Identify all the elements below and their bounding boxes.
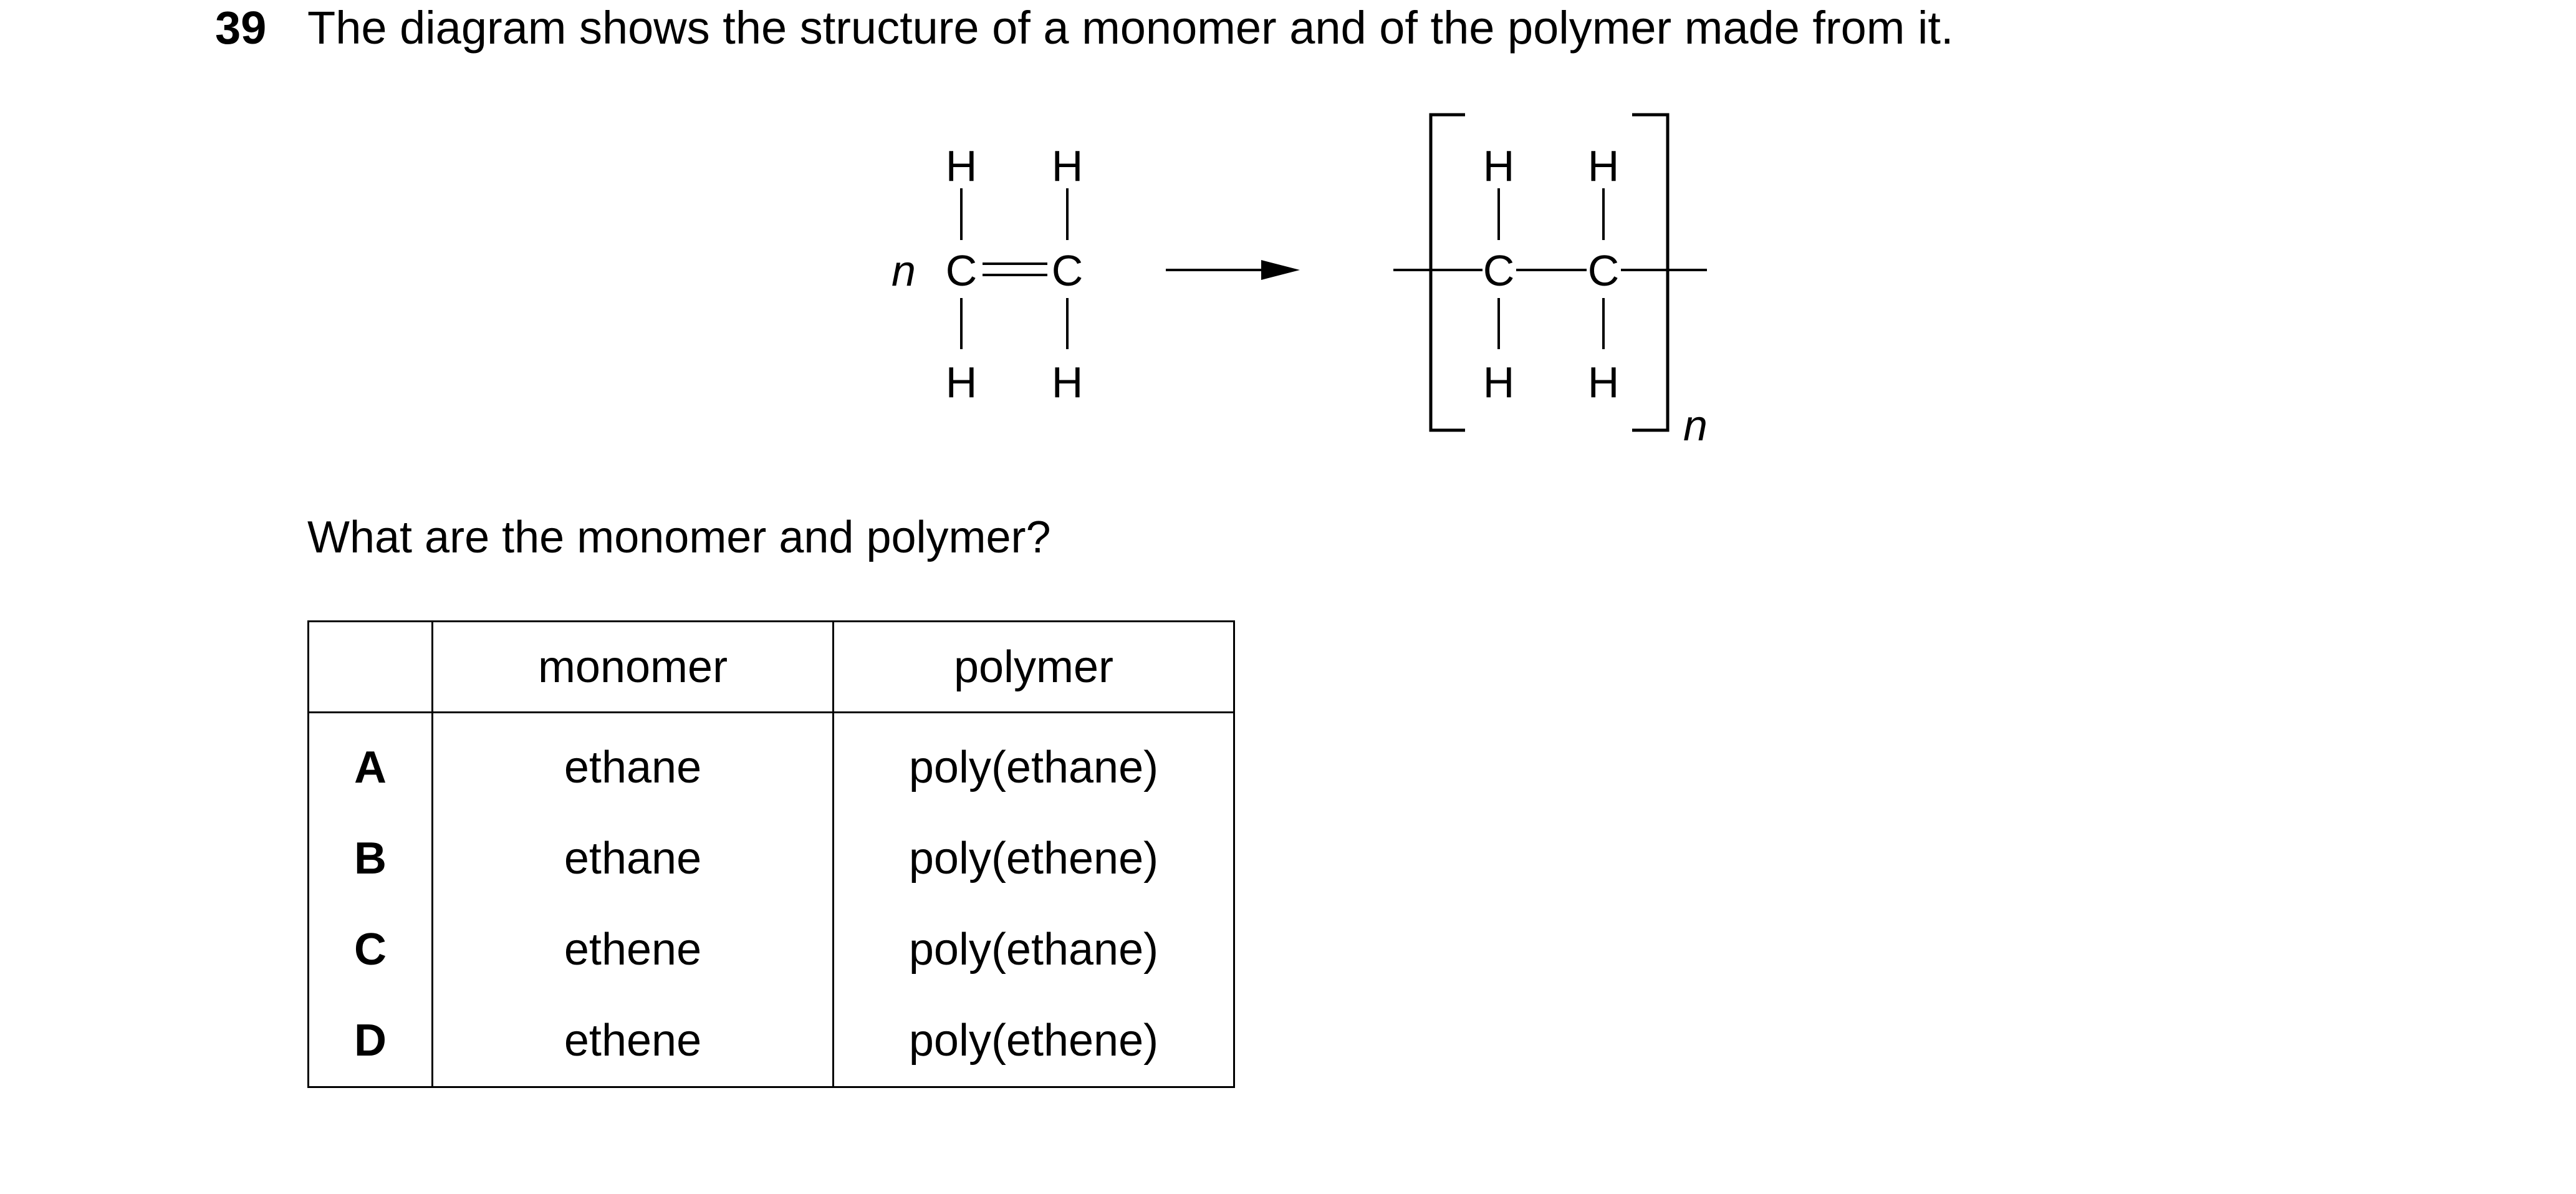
polymer-structure xyxy=(1393,115,1708,450)
polymer-left-bracket xyxy=(1431,115,1465,430)
reaction-arrow xyxy=(1166,260,1300,280)
option-polymer: poly(ethene) xyxy=(834,995,1234,1087)
polymer-h-bottom-1: H xyxy=(1483,358,1515,407)
option-polymer: poly(ethane) xyxy=(834,904,1234,995)
monomer-carbon-2: C xyxy=(1051,246,1084,295)
polymer-right-bracket xyxy=(1632,115,1668,430)
question-prompt: What are the monomer and polymer? xyxy=(307,513,1051,562)
table-row[interactable] xyxy=(309,904,1234,995)
arrow-head xyxy=(1261,260,1300,280)
option-monomer: ethene xyxy=(433,995,834,1087)
header-letter xyxy=(309,622,433,713)
option-monomer: ethane xyxy=(433,713,834,814)
monomer-h-top-2: H xyxy=(1051,142,1084,190)
table-header-row xyxy=(309,622,1234,713)
monomer-h-top-1: H xyxy=(945,142,978,190)
header-monomer: monomer xyxy=(433,622,834,713)
question-stem: The diagram shows the structure of a monomer and of the polymer made from it. xyxy=(307,2,1954,54)
monomer-h-bottom-1: H xyxy=(945,358,978,407)
option-monomer: ethene xyxy=(433,904,834,995)
option-letter[interactable]: B xyxy=(309,813,433,904)
reaction-diagram xyxy=(0,0,2576,474)
table-row[interactable] xyxy=(309,995,1234,1087)
option-polymer: poly(ethene) xyxy=(834,813,1234,904)
polymer-h-bottom-2: H xyxy=(1587,358,1620,407)
option-monomer: ethane xyxy=(433,813,834,904)
option-letter[interactable]: A xyxy=(309,713,433,814)
option-letter[interactable]: C xyxy=(309,904,433,995)
question-number: 39 xyxy=(215,2,267,54)
table-row[interactable] xyxy=(309,813,1234,904)
polymer-repeat-subscript: n xyxy=(1683,401,1708,450)
monomer-structure xyxy=(892,142,1083,407)
polymer-carbon-1: C xyxy=(1483,246,1515,295)
polymer-h-top-2: H xyxy=(1587,142,1620,190)
answer-table xyxy=(307,620,1235,1088)
monomer-carbon-1: C xyxy=(945,246,978,295)
header-polymer: polymer xyxy=(834,622,1234,713)
polymer-h-top-1: H xyxy=(1483,142,1515,190)
option-letter[interactable]: D xyxy=(309,995,433,1087)
option-polymer: poly(ethane) xyxy=(834,713,1234,814)
monomer-coefficient: n xyxy=(892,246,916,295)
monomer-h-bottom-2: H xyxy=(1051,358,1084,407)
table-row[interactable] xyxy=(309,713,1234,814)
polymer-carbon-2: C xyxy=(1587,246,1620,295)
